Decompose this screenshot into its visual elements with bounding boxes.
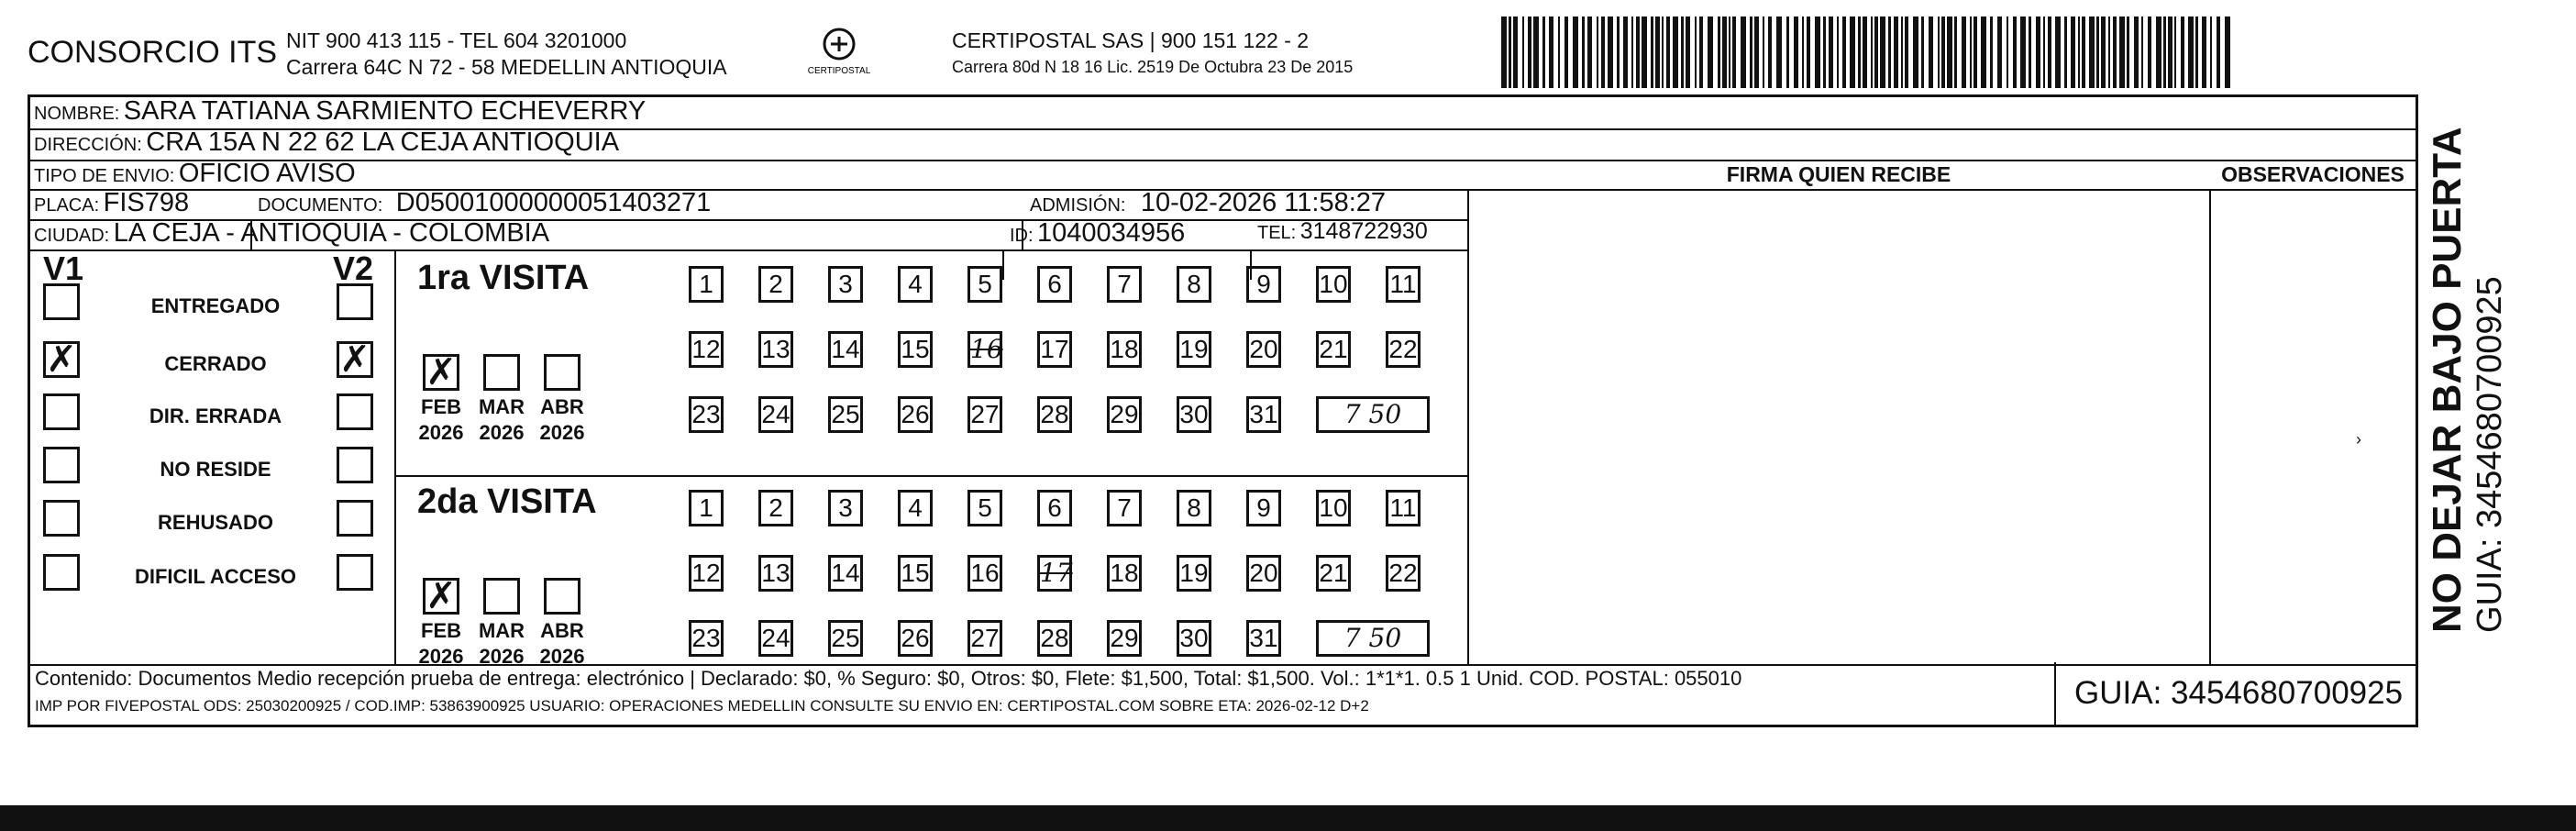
v2-checkbox[interactable] <box>337 447 373 483</box>
day-box[interactable]: 13 <box>758 555 793 592</box>
certipostal-address: Carrera 80d N 18 16 Lic. 2519 De Octubra 23 De 2015 <box>952 58 1354 76</box>
check-mark: ✗ <box>339 338 370 381</box>
barcode-bar <box>1973 17 1977 88</box>
day-box[interactable]: 25 <box>828 620 863 657</box>
placa-label: PLACA: <box>34 195 100 216</box>
barcode-bar <box>1905 17 1908 88</box>
barcode-bar <box>1921 17 1924 88</box>
day-box[interactable]: 9 <box>1246 490 1281 526</box>
first-visit-title: 1ra VISITA <box>417 259 590 297</box>
barcode-bar <box>2101 17 2106 88</box>
ciudad-label: CIUDAD: <box>34 226 110 246</box>
day-box[interactable]: 24 <box>758 620 793 657</box>
print-info-line: IMP POR FIVEPOSTAL ODS: 25030200925 / COD.IMP: 53863900925 USUARIO: OPERACIONES MEDELLIN CONSULTE SU ENVIO EN: CERTIPOSTAL.COM SOBRE ETA: 2026-02-12 D+2 <box>35 697 1369 715</box>
v2-header: V2 <box>333 249 374 287</box>
v1-checkbox[interactable] <box>43 283 80 320</box>
barcode-bar <box>1636 17 1640 88</box>
check-mark: ✗ <box>46 338 77 381</box>
barcode-bar <box>1699 17 1703 88</box>
day-box[interactable]: 11 <box>1386 266 1421 303</box>
barcode-bar <box>2119 17 2125 88</box>
documento-value: D05001000000051403271 <box>395 188 712 217</box>
v2-checkbox[interactable] <box>337 554 373 591</box>
barcode-bar <box>2007 17 2008 88</box>
barcode-bar <box>2082 17 2085 88</box>
barcode-bar <box>2225 17 2230 88</box>
barcode-bar <box>1564 17 1568 88</box>
firma-header: FIRMA QUIEN RECIBE <box>1726 162 1951 186</box>
month-label: ABR 2026 <box>539 619 585 668</box>
admision-cell <box>1030 188 1386 218</box>
day-box[interactable]: 2 <box>758 266 793 303</box>
month-label: MAR 2026 <box>478 619 525 668</box>
day-box[interactable]: 27 <box>967 396 1002 433</box>
day-box[interactable]: 17 <box>1037 555 1072 592</box>
day-box[interactable]: 26 <box>898 620 933 657</box>
barcode-bar <box>1686 17 1690 88</box>
certipostal-info <box>952 28 1353 81</box>
barcode-bar <box>1573 17 1578 88</box>
month-mark: ✗ <box>426 575 457 617</box>
barcode-bar <box>1528 17 1531 88</box>
barcode-bar <box>1850 17 1855 88</box>
barcode-bar <box>2089 17 2095 88</box>
barcode-bar <box>2071 17 2075 88</box>
day-box[interactable]: 24 <box>758 396 793 433</box>
barcode-bar <box>1623 17 1628 88</box>
day-box[interactable]: 15 <box>898 331 933 368</box>
barcode-bar <box>2195 17 2198 88</box>
barcode-bar <box>2156 17 2161 88</box>
logo-text: CERTIPOSTAL <box>807 66 871 76</box>
barcode-bar <box>1631 17 1633 88</box>
company-nit: NIT 900 413 115 - TEL 604 3201000 <box>286 28 627 52</box>
day-box[interactable]: 20 <box>1246 555 1281 592</box>
day-box[interactable]: 29 <box>1107 620 1142 657</box>
barcode-bar <box>2181 17 2184 88</box>
barcode-bar <box>1947 17 1952 88</box>
day-box[interactable]: 28 <box>1037 396 1072 433</box>
barcode-bar <box>1582 17 1585 88</box>
barcode-bar <box>1754 17 1759 88</box>
day-box[interactable]: 3 <box>828 266 863 303</box>
direccion-value: CRA 15A N 22 62 LA CEJA ANTIOQUIA <box>146 127 620 157</box>
barcode-bar <box>2174 17 2176 88</box>
barcode-bar <box>2096 17 2099 88</box>
barcode-bar <box>1763 17 1764 88</box>
barcode-bar <box>1990 17 1993 88</box>
day-box[interactable]: 18 <box>1107 331 1142 368</box>
day-box[interactable]: 6 <box>1037 266 1072 303</box>
month-checkbox[interactable] <box>544 354 580 391</box>
day-box[interactable]: 15 <box>898 555 933 592</box>
barcode-bar <box>1871 17 1873 88</box>
day-box[interactable]: 29 <box>1107 396 1142 433</box>
barcode-bar <box>2210 17 2212 88</box>
day-box[interactable]: 20 <box>1246 331 1281 368</box>
barcode-bar <box>1802 17 1804 88</box>
barcode-bar <box>1858 17 1861 88</box>
barcode-bar <box>1587 17 1592 88</box>
barcode-bar <box>2168 17 2172 88</box>
barcode-bar <box>2108 17 2110 88</box>
v2-checkbox[interactable] <box>337 500 373 537</box>
barcode-bar <box>1750 17 1752 88</box>
day-box[interactable]: 3 <box>828 490 863 526</box>
barcode-bar <box>2078 17 2080 88</box>
barcode-bar <box>2055 17 2061 88</box>
barcode-bar <box>1509 17 1511 88</box>
barcode-bar <box>1651 17 1653 88</box>
status-label: DIR. ERRADA <box>149 404 282 427</box>
barcode-bar <box>2048 17 2051 88</box>
second-visit-title: 2da VISITA <box>417 482 597 521</box>
barcode-bar <box>1533 17 1539 88</box>
day-box[interactable]: 19 <box>1177 331 1211 368</box>
id-label: ID: <box>1010 226 1034 246</box>
tipo-envio-value: OFICIO AVISO <box>178 159 356 188</box>
barcode-bar <box>1617 17 1620 88</box>
barcode-bar <box>2148 17 2151 88</box>
barcode-bar <box>1880 17 1885 88</box>
barcode-bar <box>2020 17 2026 88</box>
month-label: FEB 2026 <box>418 619 464 668</box>
day-box[interactable]: 30 <box>1177 396 1211 433</box>
barcode-bar <box>1695 17 1697 88</box>
nombre-value: SARA TATIANA SARMIENTO ECHEVERRY <box>123 96 647 126</box>
barcode-bar <box>1729 17 1730 88</box>
documento-cell <box>258 188 711 218</box>
day-box[interactable]: 16 <box>967 331 1002 368</box>
v2-checkbox[interactable] <box>337 283 373 320</box>
barcode-bar <box>1938 17 1940 88</box>
barcode-bar <box>1601 17 1605 88</box>
day-box[interactable]: 5 <box>967 266 1002 303</box>
day-box[interactable]: 22 <box>1386 555 1421 592</box>
barcode-bar <box>1741 17 1746 88</box>
ciudad-cell <box>34 218 549 249</box>
day-box[interactable]: 8 <box>1177 490 1211 526</box>
company-info <box>286 28 727 81</box>
tel-cell <box>1257 218 1428 245</box>
status-label: ENTREGADO <box>150 294 281 317</box>
barcode-bar <box>2127 17 2129 88</box>
barcode-bar <box>1662 17 1664 88</box>
side-notice <box>2426 127 2510 633</box>
v1-checkbox[interactable] <box>43 500 80 537</box>
observation-mark: › <box>2356 430 2361 449</box>
barcode-bar <box>1501 17 1507 88</box>
day-box[interactable]: 26 <box>898 396 933 433</box>
admision-value: 10-02-2026 11:58:27 <box>1140 188 1387 217</box>
day-box[interactable]: 23 <box>689 396 724 433</box>
certipostal-nit: CERTIPOSTAL SAS | 900 151 122 - 2 <box>952 28 1310 52</box>
nombre-row <box>34 96 646 127</box>
side-guia: GUIA: 3454680700925 <box>2471 276 2509 633</box>
v1-header: V1 <box>43 249 84 287</box>
barcode-bar <box>1542 17 1545 88</box>
barcode-bar <box>1768 17 1772 88</box>
documento-label: DOCUMENTO: <box>258 195 383 216</box>
visit-time[interactable]: 7 50 <box>1316 396 1430 433</box>
day-box[interactable]: 4 <box>898 266 933 303</box>
day-box[interactable]: 22 <box>1386 331 1421 368</box>
barcode-bar <box>2163 17 2166 88</box>
day-box[interactable]: 12 <box>689 555 724 592</box>
day-box[interactable]: 4 <box>898 490 933 526</box>
day-box[interactable]: 27 <box>967 620 1002 657</box>
direccion-label: DIRECCIÓN: <box>34 135 142 155</box>
placa-value: FIS798 <box>103 188 190 217</box>
barcode-bar <box>2141 17 2143 88</box>
v1-checkbox[interactable] <box>43 554 80 591</box>
day-box[interactable]: 30 <box>1177 620 1211 657</box>
barcode-bar <box>1597 17 1598 88</box>
barcode-bar <box>1837 17 1839 88</box>
barcode-bar <box>1549 17 1553 88</box>
barcode-bar <box>1655 17 1660 88</box>
status-label: DIFICIL ACCESO <box>134 565 296 588</box>
barcode-bar <box>1708 17 1713 88</box>
day-box[interactable]: 6 <box>1037 490 1072 526</box>
side-warning: NO DEJAR BAJO PUERTA <box>2425 127 2470 633</box>
month-checkbox[interactable] <box>483 578 520 615</box>
barcode-bar <box>1718 17 1720 88</box>
month-label: MAR 2026 <box>478 395 525 444</box>
barcode-bar <box>1558 17 1560 88</box>
barcode-bar <box>1874 17 1878 88</box>
barcode-bar <box>1997 17 2002 88</box>
day-box[interactable]: 18 <box>1107 555 1142 592</box>
month-label: FEB 2026 <box>418 395 464 444</box>
barcode <box>1501 17 2235 88</box>
day-box[interactable]: 8 <box>1177 266 1211 303</box>
company-name: CONSORCIO ITS <box>28 35 278 70</box>
barcode-bar <box>1888 17 1891 88</box>
barcode-bar <box>1681 17 1684 88</box>
barcode-bar <box>2217 17 2220 88</box>
barcode-bar <box>1794 17 1798 88</box>
day-box[interactable]: 28 <box>1037 620 1072 657</box>
barcode-bar <box>1513 17 1518 88</box>
barcode-bar <box>1929 17 1933 88</box>
day-box[interactable]: 21 <box>1316 555 1351 592</box>
barcode-bar <box>1608 17 1613 88</box>
v2-checkbox[interactable] <box>337 393 373 430</box>
direccion-row <box>34 127 619 158</box>
barcode-bar <box>2013 17 2017 88</box>
day-box[interactable]: 11 <box>1386 490 1421 526</box>
day-box[interactable]: 19 <box>1177 555 1211 592</box>
month-checkbox[interactable] <box>544 578 580 615</box>
scan-edge-bar <box>0 805 2576 831</box>
barcode-bar <box>2188 17 2194 88</box>
day-box[interactable]: 25 <box>828 396 863 433</box>
barcode-bar <box>1776 17 1782 88</box>
barcode-bar <box>1732 17 1736 88</box>
admision-label: ADMISIÓN: <box>1030 195 1126 216</box>
tel-value: 3148722930 <box>1299 218 1428 244</box>
id-cell <box>1010 218 1185 249</box>
barcode-bar <box>1807 17 1810 88</box>
barcode-bar <box>1673 17 1678 88</box>
day-box[interactable]: 1 <box>689 490 724 526</box>
barcode-bar <box>1954 17 1957 88</box>
status-label: NO RESIDE <box>160 458 271 481</box>
day-box[interactable]: 1 <box>689 266 724 303</box>
day-box[interactable]: 17 <box>1037 331 1072 368</box>
certipostal-logo <box>807 24 871 86</box>
day-box[interactable]: 9 <box>1246 266 1281 303</box>
month-checkbox[interactable] <box>483 354 520 391</box>
barcode-bar <box>1901 17 1903 88</box>
barcode-bar <box>1829 17 1833 88</box>
barcode-bar <box>1894 17 1898 88</box>
day-box[interactable]: 12 <box>689 331 724 368</box>
day-box[interactable]: 2 <box>758 490 793 526</box>
guia-number: GUIA: 3454680700925 <box>2054 662 2416 726</box>
barcode-bar <box>1666 17 1670 88</box>
observaciones-header: OBSERVACIONES <box>2221 162 2405 186</box>
day-box[interactable]: 21 <box>1316 331 1351 368</box>
day-box[interactable]: 7 <box>1107 266 1142 303</box>
form-frame <box>28 94 2418 727</box>
day-box[interactable]: 5 <box>967 490 1002 526</box>
day-box[interactable]: 14 <box>828 555 863 592</box>
barcode-bar <box>1842 17 1846 88</box>
barcode-bar <box>1823 17 1826 88</box>
barcode-bar <box>2113 17 2117 88</box>
company-address: Carrera 64C N 72 - 58 MEDELLIN ANTIOQUIA <box>286 55 727 79</box>
month-label: ABR 2026 <box>539 395 585 444</box>
barcode-bar <box>1913 17 1918 88</box>
status-label: REHUSADO <box>158 511 273 534</box>
placa-cell <box>34 188 189 218</box>
barcode-bar <box>1970 17 1972 88</box>
barcode-bar <box>1786 17 1789 88</box>
day-box[interactable]: 23 <box>689 620 724 657</box>
barcode-bar <box>1941 17 1945 88</box>
v1-checkbox[interactable] <box>43 393 80 430</box>
barcode-bar <box>1962 17 1966 88</box>
visit-time[interactable]: 7 50 <box>1316 620 1430 657</box>
barcode-bar <box>1863 17 1867 88</box>
day-box[interactable]: 7 <box>1107 490 1142 526</box>
day-box[interactable]: 10 <box>1316 266 1351 303</box>
barcode-bar <box>1642 17 1647 88</box>
status-label: CERRADO <box>164 352 267 375</box>
day-box[interactable]: 16 <box>967 555 1002 592</box>
tipo-envio-row <box>34 159 356 189</box>
tel-label: TEL: <box>1257 223 1297 243</box>
barcode-bar <box>2064 17 2067 88</box>
barcode-bar <box>1981 17 1986 88</box>
barcode-bar <box>2202 17 2206 88</box>
barcode-bar <box>2134 17 2139 88</box>
ciudad-value: LA CEJA - ANTIOQUIA - COLOMBIA <box>113 218 550 248</box>
day-box[interactable]: 31 <box>1246 396 1281 433</box>
v1-checkbox[interactable] <box>43 447 80 483</box>
month-mark: ✗ <box>426 351 457 393</box>
barcode-bar <box>1522 17 1524 88</box>
tipo-envio-label: TIPO DE ENVIO: <box>34 166 175 186</box>
barcode-bar <box>2043 17 2045 88</box>
contents-line: Contenido: Documentos Medio recepción prueba de entrega: electrónico | Declarado: $0, % Seguro: $0, Otros: $0, Flete: $1,500, Total: $1,500. Vol.: 1*1*1. 0.5 1 Unid. COD. POSTAL: 055010 <box>35 667 1742 690</box>
barcode-bar <box>2029 17 2031 88</box>
barcode-bar <box>1722 17 1727 88</box>
day-box[interactable]: 13 <box>758 331 793 368</box>
day-box[interactable]: 10 <box>1316 490 1351 526</box>
barcode-bar <box>1815 17 1820 88</box>
day-box[interactable]: 14 <box>828 331 863 368</box>
barcode-bar <box>2036 17 2040 88</box>
nombre-label: NOMBRE: <box>34 104 120 124</box>
day-box[interactable]: 31 <box>1246 620 1281 657</box>
id-value: 1040034956 <box>1037 218 1186 248</box>
